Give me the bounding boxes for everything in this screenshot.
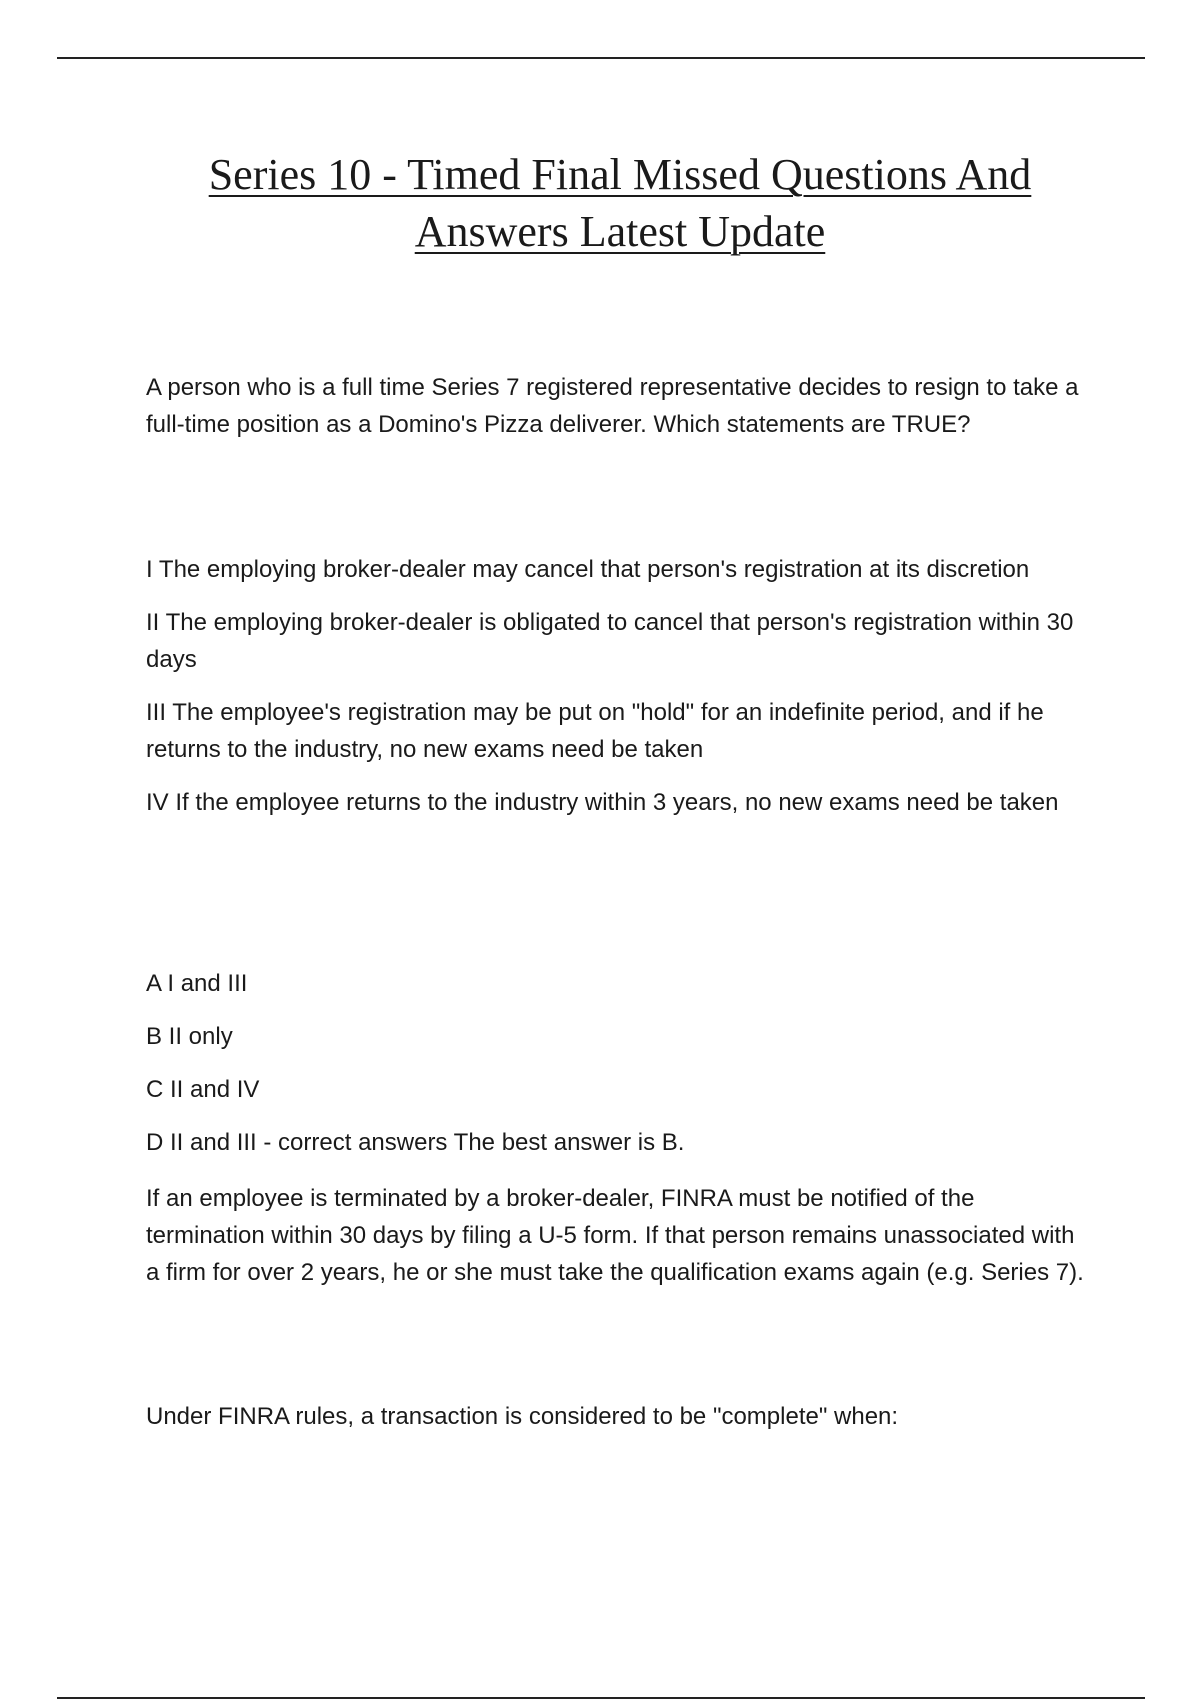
question-1-statements	[146, 551, 1086, 837]
choice-c: C II and IV	[146, 1076, 260, 1103]
top-rule	[57, 57, 1145, 59]
question-1-stem	[146, 369, 1086, 443]
statement-1: I The employing broker-dealer may cancel that person's registration at its discretion	[146, 556, 1030, 583]
question-2-text: Under FINRA rules, a transaction is considered to be "complete" when:	[146, 1403, 899, 1430]
question-1-explanation	[146, 1180, 1086, 1291]
choice-b: B II only	[146, 1023, 233, 1050]
statement-2: II The employing broker-dealer is obligated to cancel that person's registration within 30 days	[146, 609, 1074, 673]
statement-3: III The employee's registration may be put on "hold" for an indefinite period, and if he returns to the industry, no new exams need be taken	[146, 699, 1044, 763]
choice-a: A I and III	[146, 970, 248, 997]
question-2-stem	[146, 1398, 1086, 1435]
choice-d: D II and III - correct answers The best answer is B.	[146, 1129, 685, 1156]
explanation-text: If an employee is terminated by a broker-dealer, FINRA must be notified of the termination within 30 days by filing a U-5 form. If that person remains unassociated with a firm for over 2 years, he or she must take the qualification exams again (e.g. Series 7).	[146, 1185, 1084, 1286]
question-1-text: A person who is a full time Series 7 registered representative decides to resign to take a full-time position as a Domino's Pizza deliverer. Which statements are TRUE?	[146, 374, 1079, 438]
statement-4: IV If the employee returns to the industry within 3 years, no new exams need be taken	[146, 789, 1059, 816]
bottom-rule	[57, 1697, 1145, 1699]
question-1-choices	[146, 965, 1086, 1177]
document-title: Series 10 - Timed Final Missed Questions And Answers Latest Update	[208, 150, 1032, 256]
